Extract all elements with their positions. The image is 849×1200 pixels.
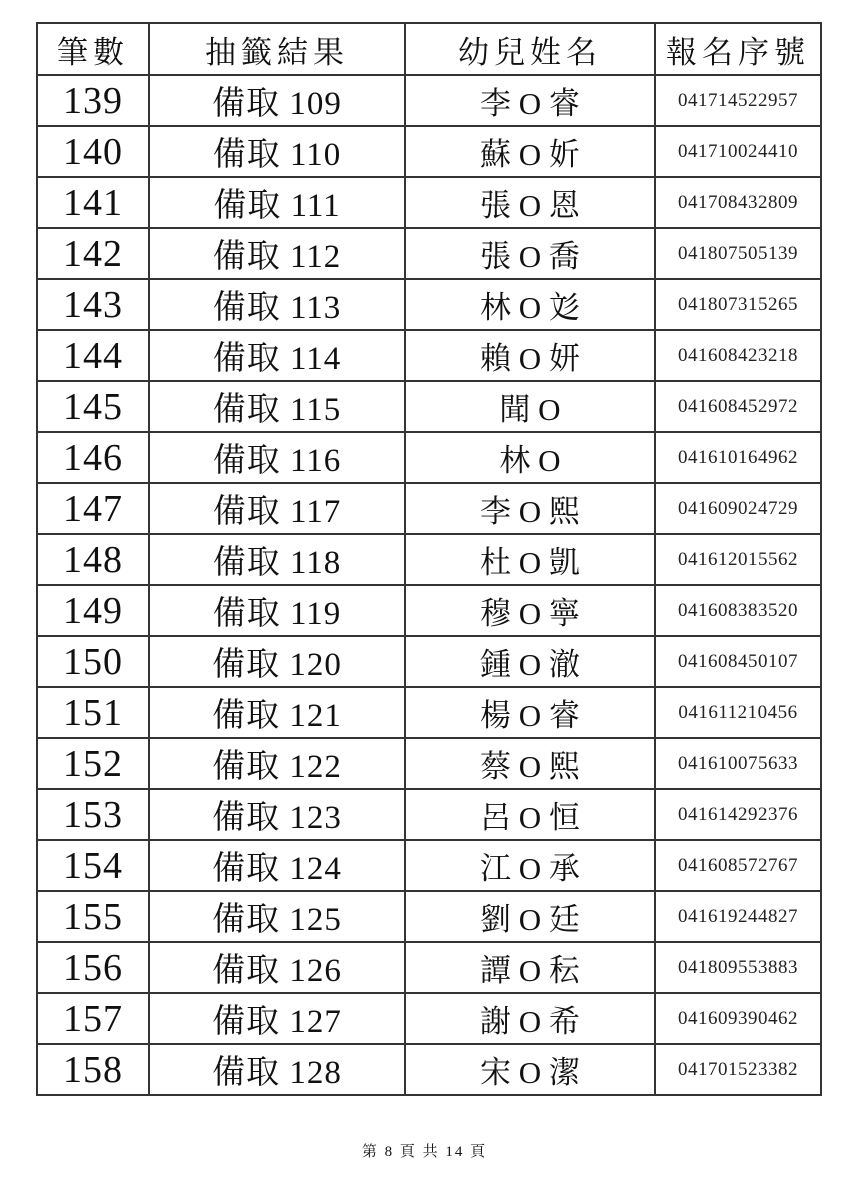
- registration-number-cell: 041714522957: [655, 75, 821, 126]
- child-name-cell: 賴 O 妍: [405, 330, 655, 381]
- row-number-cell: 149: [37, 585, 149, 636]
- table-header: [37, 23, 821, 75]
- draw-result-cell: 備取 128: [149, 1044, 405, 1095]
- row-number-cell: 152: [37, 738, 149, 789]
- table-row: [37, 177, 821, 228]
- row-number-cell: 151: [37, 687, 149, 738]
- child-name-cell: 劉 O 廷: [405, 891, 655, 942]
- draw-result-cell: 備取 125: [149, 891, 405, 942]
- lottery-result-table: [36, 22, 822, 1096]
- table-row: [37, 840, 821, 891]
- registration-number-cell: 041608450107: [655, 636, 821, 687]
- table-row: [37, 126, 821, 177]
- table-row: [37, 432, 821, 483]
- draw-result-cell: 備取 122: [149, 738, 405, 789]
- header-cell-registration: 報名序號: [655, 23, 821, 75]
- row-number-cell: 157: [37, 993, 149, 1044]
- draw-result-cell: 備取 118: [149, 534, 405, 585]
- registration-number-cell: 041701523382: [655, 1044, 821, 1095]
- row-number-cell: 144: [37, 330, 149, 381]
- row-number-cell: 147: [37, 483, 149, 534]
- table-row: [37, 636, 821, 687]
- row-number-cell: 145: [37, 381, 149, 432]
- draw-result-cell: 備取 113: [149, 279, 405, 330]
- child-name-cell: 李 O 熙: [405, 483, 655, 534]
- row-number-cell: 140: [37, 126, 149, 177]
- table-row: [37, 993, 821, 1044]
- registration-number-cell: 041807315265: [655, 279, 821, 330]
- registration-number-cell: 041619244827: [655, 891, 821, 942]
- table-row: [37, 585, 821, 636]
- table-row: [37, 381, 821, 432]
- row-number-cell: 148: [37, 534, 149, 585]
- draw-result-cell: 備取 110: [149, 126, 405, 177]
- registration-number-cell: 041807505139: [655, 228, 821, 279]
- registration-number-cell: 041611210456: [655, 687, 821, 738]
- header-cell-draw-result: 抽籤結果: [149, 23, 405, 75]
- draw-result-cell: 備取 124: [149, 840, 405, 891]
- registration-number-cell: 041608572767: [655, 840, 821, 891]
- child-name-cell: 謝 O 希: [405, 993, 655, 1044]
- registration-number-cell: 041609024729: [655, 483, 821, 534]
- row-number-cell: 143: [37, 279, 149, 330]
- table-body: [37, 75, 821, 1095]
- header-row: [37, 23, 821, 75]
- child-name-cell: 穆 O 寧: [405, 585, 655, 636]
- child-name-cell: 聞 O: [405, 381, 655, 432]
- registration-number-cell: 041708432809: [655, 177, 821, 228]
- registration-number-cell: 041614292376: [655, 789, 821, 840]
- registration-number-cell: 041608452972: [655, 381, 821, 432]
- draw-result-cell: 備取 112: [149, 228, 405, 279]
- row-number-cell: 146: [37, 432, 149, 483]
- draw-result-cell: 備取 114: [149, 330, 405, 381]
- draw-result-cell: 備取 120: [149, 636, 405, 687]
- draw-result-cell: 備取 126: [149, 942, 405, 993]
- header-cell-row-number: 筆數: [37, 23, 149, 75]
- row-number-cell: 153: [37, 789, 149, 840]
- table-row: [37, 891, 821, 942]
- child-name-cell: 張 O 喬: [405, 228, 655, 279]
- draw-result-cell: 備取 123: [149, 789, 405, 840]
- draw-result-cell: 備取 119: [149, 585, 405, 636]
- table-row: [37, 228, 821, 279]
- child-name-cell: 蔡 O 熙: [405, 738, 655, 789]
- row-number-cell: 141: [37, 177, 149, 228]
- registration-number-cell: 041809553883: [655, 942, 821, 993]
- registration-number-cell: 041610075633: [655, 738, 821, 789]
- draw-result-cell: 備取 109: [149, 75, 405, 126]
- row-number-cell: 156: [37, 942, 149, 993]
- child-name-cell: 李 O 睿: [405, 75, 655, 126]
- draw-result-cell: 備取 115: [149, 381, 405, 432]
- child-name-cell: 張 O 恩: [405, 177, 655, 228]
- registration-number-cell: 041710024410: [655, 126, 821, 177]
- draw-result-cell: 備取 121: [149, 687, 405, 738]
- table-row: [37, 279, 821, 330]
- row-number-cell: 139: [37, 75, 149, 126]
- table-row: [37, 534, 821, 585]
- row-number-cell: 142: [37, 228, 149, 279]
- child-name-cell: 杜 O 凱: [405, 534, 655, 585]
- child-name-cell: 林 O 彣: [405, 279, 655, 330]
- draw-result-cell: 備取 117: [149, 483, 405, 534]
- header-cell-child-name: 幼兒姓名: [405, 23, 655, 75]
- row-number-cell: 150: [37, 636, 149, 687]
- registration-number-cell: 041610164962: [655, 432, 821, 483]
- registration-number-cell: 041609390462: [655, 993, 821, 1044]
- table-row: [37, 942, 821, 993]
- table-row: [37, 1044, 821, 1095]
- row-number-cell: 155: [37, 891, 149, 942]
- draw-result-cell: 備取 111: [149, 177, 405, 228]
- page-footer: 第 8 頁 共 14 頁: [361, 1144, 488, 1160]
- child-name-cell: 林 O: [405, 432, 655, 483]
- child-name-cell: 譚 O 秐: [405, 942, 655, 993]
- child-name-cell: 蘇 O 妡: [405, 126, 655, 177]
- child-name-cell: 江 O 承: [405, 840, 655, 891]
- table-row: [37, 330, 821, 381]
- table-row: [37, 789, 821, 840]
- table-row: [37, 738, 821, 789]
- registration-number-cell: 041612015562: [655, 534, 821, 585]
- draw-result-cell: 備取 116: [149, 432, 405, 483]
- row-number-cell: 154: [37, 840, 149, 891]
- table-row: [37, 483, 821, 534]
- table-row: [37, 687, 821, 738]
- child-name-cell: 宋 O 潔: [405, 1044, 655, 1095]
- table-row: [37, 75, 821, 126]
- draw-result-cell: 備取 127: [149, 993, 405, 1044]
- registration-number-cell: 041608383520: [655, 585, 821, 636]
- registration-number-cell: 041608423218: [655, 330, 821, 381]
- child-name-cell: 呂 O 恒: [405, 789, 655, 840]
- child-name-cell: 鍾 O 澈: [405, 636, 655, 687]
- child-name-cell: 楊 O 睿: [405, 687, 655, 738]
- row-number-cell: 158: [37, 1044, 149, 1095]
